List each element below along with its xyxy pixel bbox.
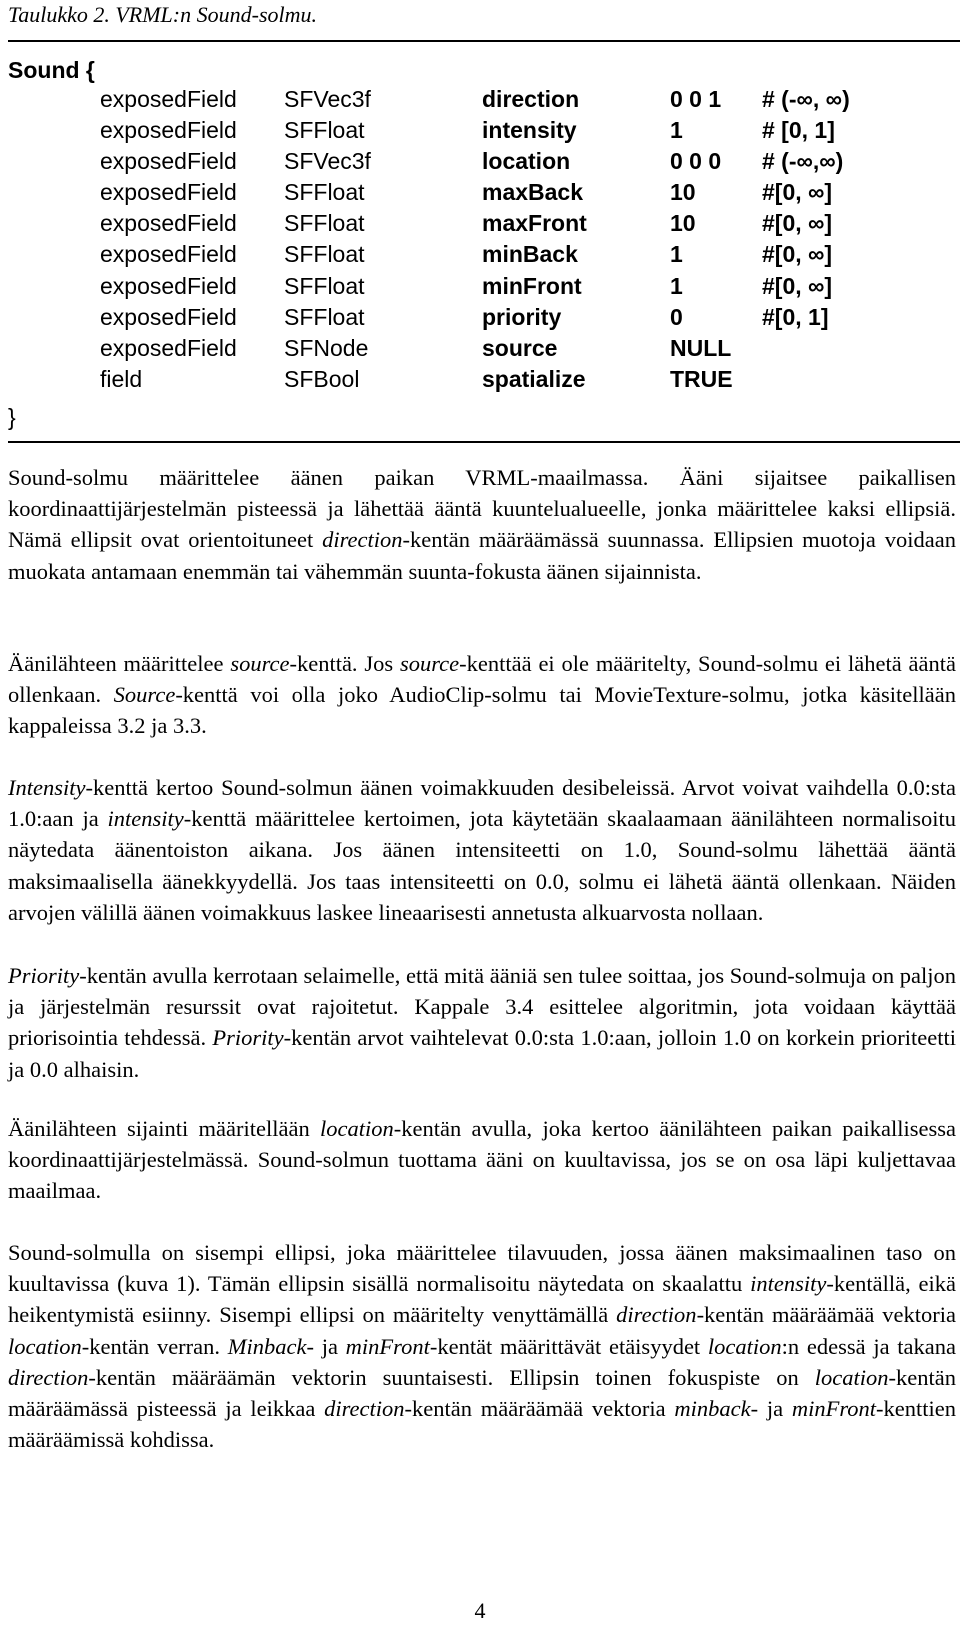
table-caption: Taulukko 2. VRML:n Sound-solmu. — [8, 2, 318, 27]
field-name: minFront — [482, 272, 582, 299]
text-run: -kenttä määrittelee kertoimen, jota käytetään skaalaamaan äänilähteen normalisoitu näytedata äänentoiston aikana. Jos äänen intensiteetti on 1.0, Sound-solmu lähettää ääntä maksimaalisella äänekkyydellä. Jos taas intensiteetti on 0.0, solmu ei lähetä ääntä ollenkaan. Näiden arvojen välillä äänen voimakkuus laskee lineaarisesti annetusta alkuarvosta nollaan. — [8, 806, 956, 925]
field-kind: exposedField — [100, 210, 237, 237]
field-kind: field — [100, 365, 143, 392]
field-type: SFFloat — [284, 210, 365, 237]
emphasis-text: direction — [616, 1302, 697, 1328]
text-run: -kentän määräämässä pisteessä ja leikkaa — [8, 1364, 956, 1422]
paragraph-6 — [8, 1237, 956, 1455]
field-name: maxBack — [482, 179, 584, 206]
field-range: #[0, 1] — [762, 303, 829, 330]
field-range: #[0, ∞] — [762, 179, 833, 206]
text-run: -kenttä kertoo Sound-solmun äänen voimakkuuden desibeleissä. Arvot voivat vaihdella 0.0:sta 1.0:aan ja — [8, 775, 956, 832]
field-value: 10 — [670, 210, 696, 237]
field-type: SFFloat — [284, 241, 365, 268]
paragraph-4 — [8, 960, 956, 1085]
emphasis-text: location — [814, 1364, 889, 1390]
field-row — [0, 115, 960, 146]
text-run: :n edessä ja takana — [781, 1333, 957, 1359]
field-range: # (-∞,∞) — [762, 148, 844, 175]
field-kind: exposedField — [100, 272, 237, 299]
field-value: NULL — [670, 334, 732, 361]
node-open: Sound { — [8, 57, 95, 83]
paragraph-2 — [8, 648, 956, 742]
field-range: #[0, ∞] — [762, 272, 833, 299]
field-name: minBack — [482, 241, 578, 268]
field-row — [0, 177, 960, 208]
emphasis-text: direction — [322, 527, 403, 553]
emphasis-text: location — [707, 1333, 782, 1359]
field-type: SFFloat — [284, 272, 365, 299]
field-value: 0 — [670, 303, 683, 330]
field-name: spatialize — [482, 365, 586, 392]
text-run: Äänilähteen määrittelee — [8, 651, 231, 676]
text-run: -kentät määrittävät etäisyydet — [429, 1333, 708, 1359]
paragraph-5 — [8, 1113, 956, 1207]
field-type: SFVec3f — [284, 148, 371, 175]
field-range: #[0, ∞] — [762, 210, 833, 237]
field-row — [0, 146, 960, 177]
text-run: - ja — [750, 1396, 792, 1422]
field-type: SFVec3f — [284, 86, 371, 112]
field-row — [0, 333, 960, 364]
text-run: -kenttien määräämissä kohdissa. — [8, 1396, 956, 1453]
field-row — [0, 239, 960, 270]
field-name: priority — [482, 303, 562, 330]
paragraph-3 — [8, 772, 956, 928]
field-type: SFBool — [284, 365, 360, 392]
emphasis-text: minback — [674, 1396, 751, 1422]
emphasis-text: source — [230, 651, 290, 676]
field-type: SFNode — [284, 334, 369, 361]
field-name: location — [482, 148, 571, 175]
field-value: 0 0 0 — [670, 148, 722, 175]
field-value: TRUE — [670, 365, 733, 392]
field-kind: exposedField — [100, 334, 237, 361]
emphasis-text: source — [400, 651, 460, 676]
field-type: SFFloat — [284, 117, 365, 144]
emphasis-text: direction — [324, 1396, 405, 1422]
field-value: 1 — [670, 272, 683, 299]
emphasis-text: intensity — [107, 806, 184, 832]
text-run: -kentän verran. — [81, 1333, 228, 1359]
field-row — [0, 302, 960, 333]
emphasis-text: Priority — [8, 963, 80, 988]
text-run: Sound-solmulla on sisempi ellipsi, joka määrittelee tilavuuden, jossa äänen maksimaalinen taso on kuultavissa (kuva 1). Tämän ellipsin sisällä normalisoitu näytedata on skaalattu — [8, 1240, 956, 1297]
field-row — [0, 208, 960, 239]
field-value: 0 0 1 — [670, 86, 722, 112]
field-name: source — [482, 334, 558, 361]
field-name: direction — [482, 86, 580, 112]
field-name: intensity — [482, 117, 577, 144]
field-range: # (-∞, ∞) — [762, 86, 850, 112]
emphasis-text: Source — [113, 682, 176, 708]
emphasis-text: minFront — [345, 1333, 430, 1359]
text-run: -kentällä, eikä heikentymistä esiinny. Sisempi ellipsi on määritelty venyttämällä — [8, 1271, 956, 1328]
text-run: -kentän arvot vaihtelevat 0.0:sta 1.0:aan, jolloin 1.0 on korkein prioriteetti ja 0.0 alhaisin. — [8, 1025, 956, 1082]
field-row — [0, 271, 960, 302]
field-row — [0, 84, 960, 115]
field-value: 1 — [670, 241, 683, 268]
emphasis-text: location — [320, 1116, 394, 1141]
field-row — [0, 364, 960, 395]
emphasis-text: Minback — [227, 1333, 307, 1359]
field-kind: exposedField — [100, 241, 237, 268]
text-run: -kenttä voi olla joko AudioClip-solmu tai MovieTexture-solmu, jotka käsitellään kappaleissa 3.2 ja 3.3. — [8, 682, 956, 739]
field-kind: exposedField — [100, 86, 237, 112]
paragraph-1 — [8, 462, 956, 587]
field-kind: exposedField — [100, 179, 237, 206]
node-close: } — [8, 404, 16, 430]
text-run: -kentän määräämää vektoria — [696, 1302, 956, 1328]
field-range: # [0, 1] — [762, 117, 835, 144]
top-rule — [8, 40, 960, 42]
emphasis-text: location — [8, 1333, 82, 1359]
text-run: Sound-solmu määrittelee äänen paikan VRML-maailmassa. Ääni sijaitsee paikallisen koordinaattijärjestelmän pisteessä ja lähettää ääntä kuuntelualueelle, jonka määrittelee kaksi ellipsiä. Nämä ellipsit ovat orientoituneet — [8, 465, 956, 553]
emphasis-text: minFront — [791, 1396, 877, 1422]
emphasis-text: intensity — [750, 1271, 827, 1297]
emphasis-text: Intensity — [8, 775, 86, 800]
field-table — [0, 84, 960, 395]
field-value: 10 — [670, 179, 696, 206]
emphasis-text: Priority — [212, 1025, 284, 1051]
text-run: - ja — [306, 1333, 346, 1359]
field-name: maxFront — [482, 210, 587, 237]
text-run: -kentän määräämää vektoria — [404, 1396, 675, 1422]
text-run: -kenttä. Jos — [289, 651, 400, 676]
field-kind: exposedField — [100, 148, 237, 175]
text-run: -kentän avulla kerrotaan selaimelle, että mitä ääniä sen tulee soittaa, jos Sound-solmuja on paljon ja järjestelmän resurssit ovat rajoitetut. Kappale 3.4 esittelee algoritmin, jota voidaan käyttää priorisointia tehdessä. — [8, 963, 956, 1051]
text-run: -kentän määräämässä suunnassa. Ellipsien muotoja voidaan muokata antamaan enemmän tai vähemmän suunta-fokusta äänen sijainnista. — [8, 527, 956, 584]
text-run: -kentän määräämän vektorin suuntaisesti. Ellipsin toinen fokuspiste on — [88, 1364, 815, 1390]
emphasis-text: direction — [8, 1364, 89, 1390]
text-run: Äänilähteen sijainti määritellään — [8, 1116, 321, 1141]
field-kind: exposedField — [100, 117, 237, 144]
field-type: SFFloat — [284, 179, 365, 206]
page-number: 4 — [474, 1598, 486, 1623]
text-run: -kentän avulla, joka kertoo äänilähteen paikan paikallisessa koordinaattijärjestelmässä. Sound-solmun tuottama ääni on kuultavissa, jos se on osa läpi kuljettavaa maailmaa. — [8, 1116, 956, 1204]
field-type: SFFloat — [284, 303, 365, 330]
bottom-rule — [8, 441, 960, 443]
text-run: -kenttää ei ole määritelty, Sound-solmu ei lähetä ääntä ollenkaan. — [8, 651, 956, 708]
field-value: 1 — [670, 117, 683, 144]
field-range: #[0, ∞] — [762, 241, 833, 268]
field-kind: exposedField — [100, 303, 237, 330]
